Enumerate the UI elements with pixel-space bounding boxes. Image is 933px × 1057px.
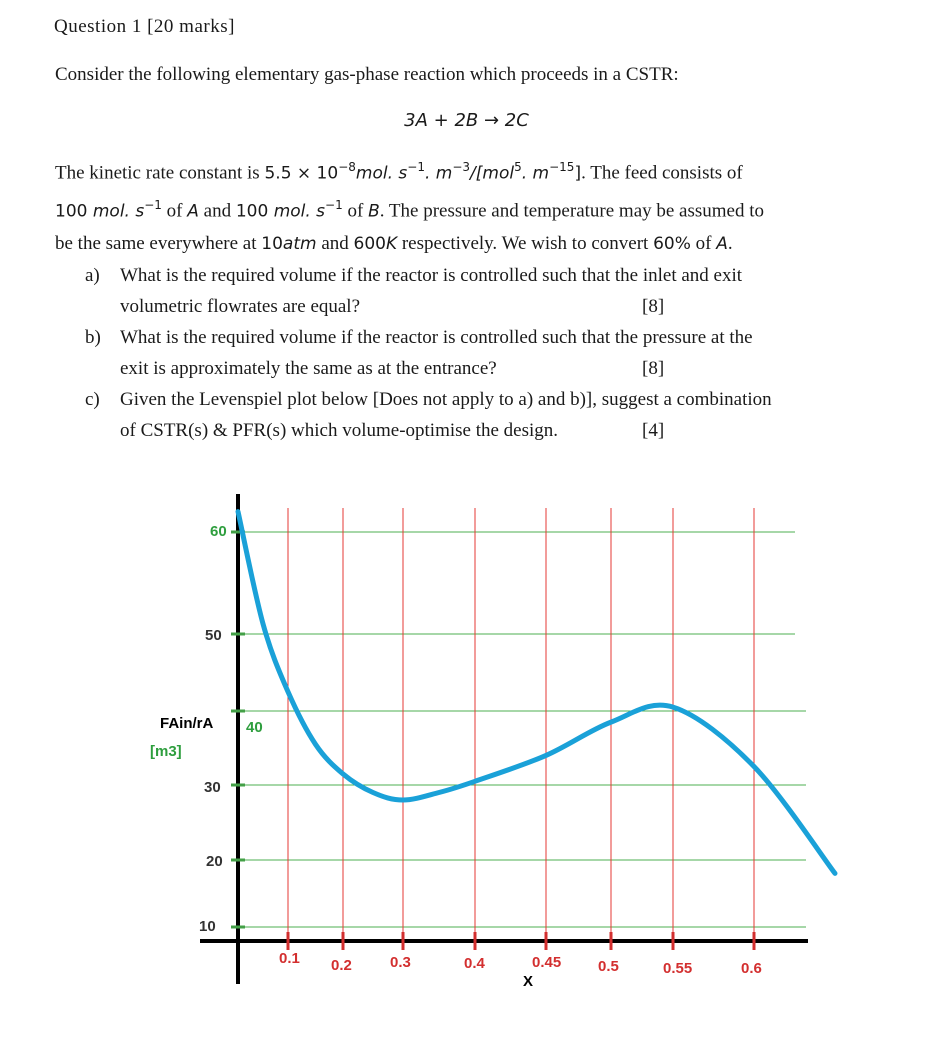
y-axis-label: FAin/rA — [160, 715, 214, 732]
horizontal-gridlines — [238, 532, 806, 927]
y-tick-label: 20 — [206, 853, 223, 870]
marks-badge: [8] — [642, 358, 665, 379]
intro-text: Consider the following elementary gas-phase reaction which proceeds in a CSTR: — [55, 64, 679, 85]
x-tick-label: 0.3 — [390, 954, 411, 971]
y-tick-label: 40 — [246, 719, 263, 736]
sub-question-line: What is the required volume if the reactor is controlled such that the pressure at the — [120, 327, 753, 348]
marks-badge: [8] — [642, 296, 665, 317]
x-tick-label: 0.5 — [598, 958, 619, 975]
problem-statement: The kinetic rate constant is $5.5 \times 10^{-8}mol$. $s^{-1}$. $m^{-3}/[mol^5$. $m^{-15}$]. The feed consists of 100 mol. $s^{-1}$ of A and 100 mol. $s^{-1}$ of B. The pressure and temperature may be assumed to be the same everywhere at 10atm and 600K respectively. We wish to convert 60% of A. — [55, 160, 765, 254]
x-axis-label: X — [523, 973, 534, 990]
sub-question-line: What is the required volume if the reactor is controlled such that the inlet and exit — [120, 265, 743, 286]
x-tick-label: 0.6 — [741, 960, 762, 977]
reaction-equation: 3A + 2B → 2C — [404, 110, 529, 131]
sub-question-line: Given the Levenspiel plot below [Does not apply to a) and b)], suggest a combination — [120, 389, 772, 410]
levenspiel-curve — [238, 512, 835, 874]
sub-question-label: a) — [85, 265, 100, 286]
sub-question-line: exit is approximately the same as at the entrance? — [120, 358, 497, 379]
x-tick-label: 0.4 — [464, 955, 485, 972]
question-title: Question 1 [20 marks] — [54, 16, 235, 37]
x-tick-label: 0.1 — [279, 950, 300, 967]
y-tick-label: 10 — [199, 918, 216, 935]
x-axis-ticks — [279, 932, 762, 977]
sub-question-line: of CSTR(s) & PFR(s) which volume-optimise the design. — [120, 420, 559, 441]
y-axis-unit-label: [m3] — [150, 743, 182, 760]
sub-question-label: b) — [85, 327, 101, 348]
sub-question-line: volumetric flowrates are equal? — [120, 296, 361, 317]
y-tick-label: 60 — [210, 523, 227, 540]
sub-question-label: c) — [85, 389, 100, 410]
x-tick-label: 0.55 — [663, 960, 693, 977]
x-tick-label: 0.45 — [532, 954, 562, 971]
y-tick-label: 50 — [205, 627, 222, 644]
vertical-gridlines — [288, 508, 754, 941]
x-tick-label: 0.2 — [331, 957, 352, 974]
marks-badge: [4] — [642, 420, 665, 441]
y-tick-label: 30 — [204, 779, 221, 796]
